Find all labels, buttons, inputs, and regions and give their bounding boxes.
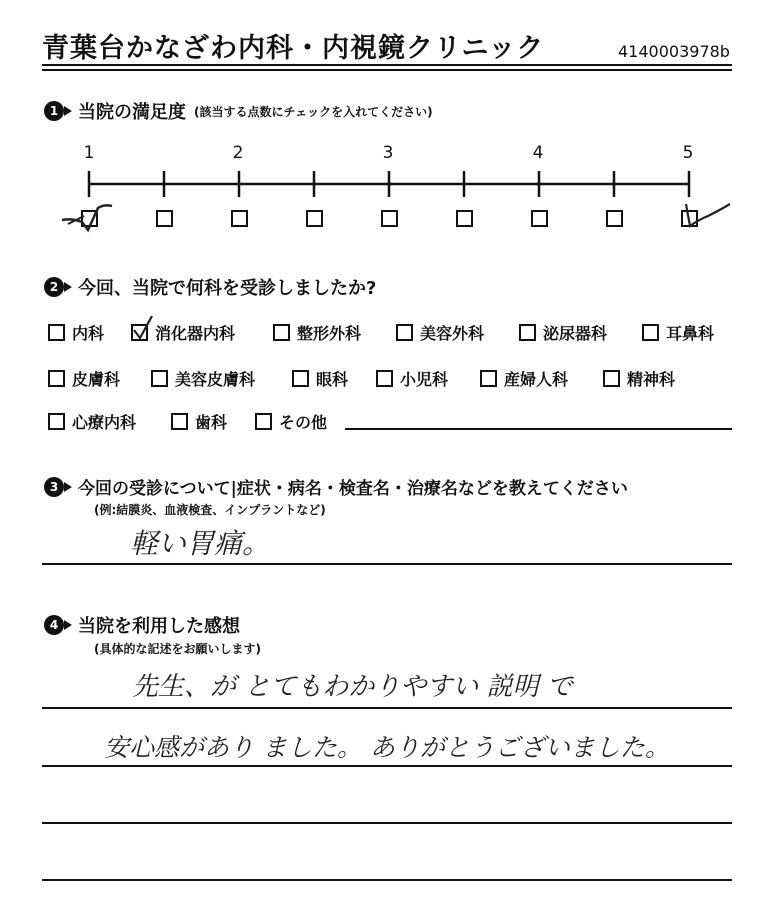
q1-arrow-icon xyxy=(64,106,72,116)
dept-label: 美容皮膚科 xyxy=(175,370,256,389)
dept-option-sonota[interactable] xyxy=(255,410,327,433)
q2-header xyxy=(44,274,376,300)
checkbox[interactable] xyxy=(48,370,65,387)
q4-answer-line-4[interactable] xyxy=(42,879,732,881)
checkbox[interactable] xyxy=(48,324,65,341)
dept-label: 歯科 xyxy=(195,413,228,432)
q4-note: (具体的な記述をお願いします) xyxy=(94,642,261,656)
scale-label-4: 4 xyxy=(532,143,544,163)
q3-title: 今回の受診について|症状・病名・検査名・治療名などを教えてください xyxy=(78,479,628,499)
q3-number-badge: 3 xyxy=(44,477,64,497)
handwritten-checkmark-icon xyxy=(128,312,158,342)
q2-arrow-icon xyxy=(64,282,72,292)
scale-label-2: 2 xyxy=(232,143,244,163)
q4-header xyxy=(44,612,240,638)
satisfaction-scale-line xyxy=(80,168,700,198)
scale-checkbox-2-5[interactable] xyxy=(306,210,323,227)
checkbox[interactable] xyxy=(292,370,309,387)
dept-option-hifu[interactable] xyxy=(48,367,120,390)
dept-label: 小児科 xyxy=(400,370,449,389)
dept-label: 整形外科 xyxy=(297,324,362,343)
q4-arrow-icon xyxy=(64,620,72,630)
checkbox[interactable] xyxy=(255,413,272,430)
dept-option-shika[interactable] xyxy=(171,410,227,433)
scale-checkbox-2[interactable] xyxy=(231,210,248,227)
checkbox[interactable] xyxy=(273,324,290,341)
scale-checkbox-3-5[interactable] xyxy=(456,210,473,227)
dept-label: 精神科 xyxy=(627,370,676,389)
q1-note: (該当する点数にチェックを入れてください) xyxy=(194,104,433,119)
scale-label-5: 5 xyxy=(682,143,694,163)
scale-label-1: 1 xyxy=(83,143,95,163)
dept-option-hinyoki[interactable] xyxy=(519,321,607,344)
dept-label: 消化器内科 xyxy=(155,324,236,343)
dept-option-sanfujin[interactable] xyxy=(480,367,568,390)
q2-number-badge: 2 xyxy=(44,277,64,297)
dept-label: 泌尿器科 xyxy=(543,324,608,343)
checkbox[interactable] xyxy=(642,324,659,341)
scale-checkbox-3[interactable] xyxy=(381,210,398,227)
dept-option-shoni[interactable] xyxy=(376,367,448,390)
clinic-title: 青葉台かなざわ内科・内視鏡クリニック xyxy=(42,33,545,64)
handwritten-slash-icon xyxy=(676,194,736,234)
checkbox[interactable] xyxy=(519,324,536,341)
q4-answer-line-1[interactable] xyxy=(42,707,732,709)
title-rule-top xyxy=(42,64,732,66)
q1-header xyxy=(44,98,433,124)
q4-handwritten-line-2: 安心感があり ました。 ありがとうございました。 xyxy=(104,733,670,762)
dept-label: その他 xyxy=(279,413,328,432)
other-dept-line[interactable] xyxy=(345,428,732,430)
dept-label: 産婦人科 xyxy=(504,370,569,389)
dept-option-seikei[interactable] xyxy=(273,321,361,344)
q1-title: 当院の満足度 xyxy=(78,102,186,123)
q2-title: 今回、当院で何科を受診しましたか? xyxy=(78,278,377,299)
q3-arrow-icon xyxy=(64,482,72,492)
dept-label: 耳鼻科 xyxy=(666,324,715,343)
dept-label: 皮膚科 xyxy=(72,370,121,389)
title-rule-bottom xyxy=(42,69,732,71)
document-id: 4140003978b xyxy=(618,42,730,61)
checkbox[interactable] xyxy=(376,370,393,387)
handwritten-checkmark-icon xyxy=(58,198,118,236)
q3-header xyxy=(44,474,628,499)
dept-option-shinryo[interactable] xyxy=(48,410,136,433)
q4-answer-line-3[interactable] xyxy=(42,822,732,824)
q4-answer-line-2[interactable] xyxy=(42,765,732,767)
checkbox[interactable] xyxy=(396,324,413,341)
dept-option-seishin[interactable] xyxy=(603,367,675,390)
dept-label: 心療内科 xyxy=(72,413,137,432)
checkbox[interactable] xyxy=(480,370,497,387)
scale-checkbox-1-5[interactable] xyxy=(156,210,173,227)
scale-checkbox-4-5[interactable] xyxy=(606,210,623,227)
q4-handwritten-line-1: 先生、が とてもわかりやすい 説明 で xyxy=(132,672,573,702)
q3-handwritten-answer: 軽い胃痛。 xyxy=(130,527,271,560)
dept-option-naika[interactable] xyxy=(48,321,104,344)
dept-label: 美容外科 xyxy=(420,324,485,343)
checkbox[interactable] xyxy=(603,370,620,387)
dept-option-biyo-hifu[interactable] xyxy=(151,367,255,390)
q3-answer-line[interactable] xyxy=(42,563,732,565)
checkbox[interactable] xyxy=(151,370,168,387)
scale-label-3: 3 xyxy=(382,143,394,163)
dept-option-jibi[interactable] xyxy=(642,321,714,344)
q4-number-badge: 4 xyxy=(44,615,64,635)
checkbox[interactable] xyxy=(171,413,188,430)
scale-checkbox-4[interactable] xyxy=(531,210,548,227)
q1-number-badge: 1 xyxy=(44,101,64,121)
dept-option-biyo-geka[interactable] xyxy=(396,321,484,344)
dept-option-ganka[interactable] xyxy=(292,367,348,390)
dept-label: 内科 xyxy=(72,324,105,343)
dept-label: 眼科 xyxy=(316,370,349,389)
q4-title: 当院を利用した感想 xyxy=(78,616,240,637)
checkbox[interactable] xyxy=(48,413,65,430)
q3-note: (例:結膜炎、血液検査、インプラントなど) xyxy=(94,503,326,517)
